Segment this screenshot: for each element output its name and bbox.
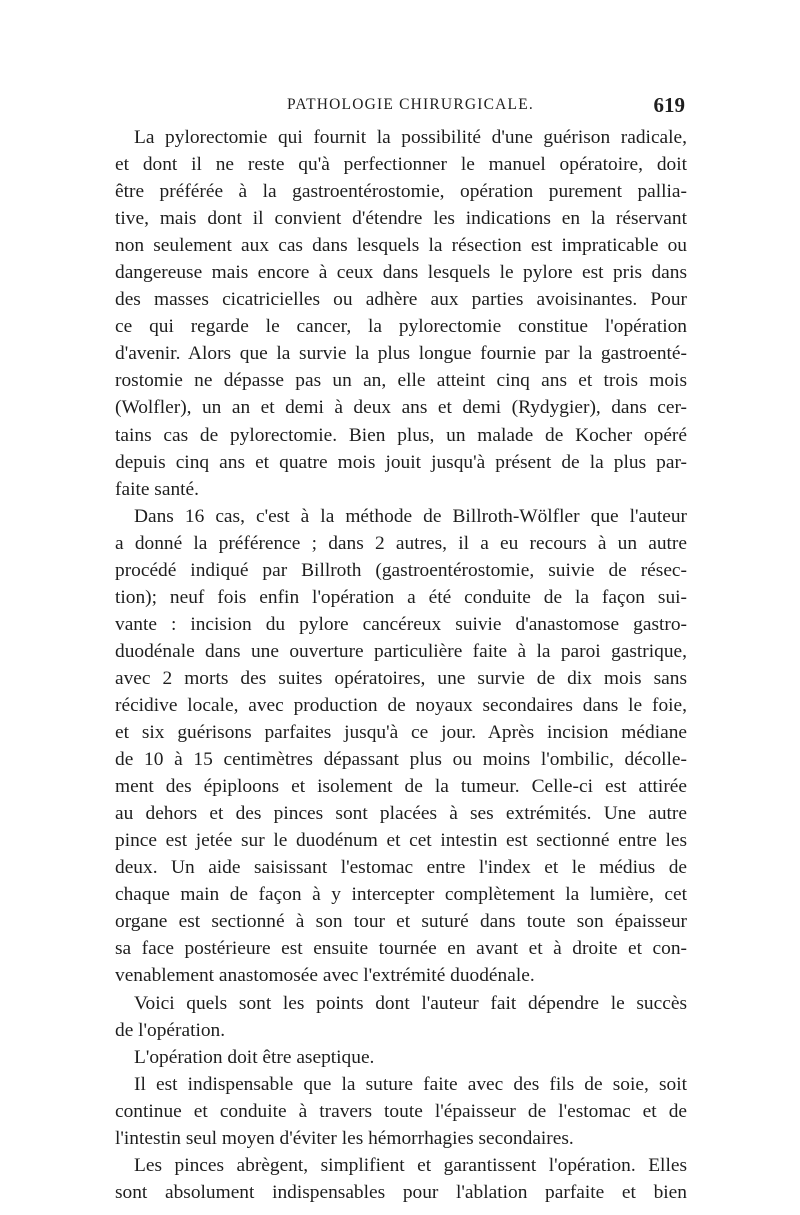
text-line: dangereuse mais encore à ceux dans lesquels le pylore est pris dans	[115, 262, 687, 284]
text-line: Dans 16 cas, c'est à la méthode de Billroth-Wölfler que l'auteur	[134, 505, 687, 527]
text-line: deux. Un aide saisissant l'estomac entre l'index et le médius de	[115, 857, 687, 879]
text-line: récidive locale, avec production de noyaux secondaires dans le foie,	[115, 694, 687, 716]
text-line: de 10 à 15 centimètres dépassant plus ou moins l'ombilic, décolle-	[115, 749, 687, 771]
page-header	[115, 93, 685, 121]
text-line: L'opération doit être aseptique.	[134, 1046, 375, 1068]
text-line: Les pinces abrègent, simplifient et garantissent l'opération. Elles	[134, 1154, 687, 1176]
text-line: sa face postérieure est ensuite tournée en avant et à droite et con-	[115, 938, 687, 960]
body-text	[115, 124, 687, 1206]
text-line: La pylorectomie qui fournit la possibilité d'une guérison radicale,	[134, 127, 687, 148]
text-line: d'avenir. Alors que la survie la plus longue fournie par la gastroenté-	[115, 343, 687, 365]
text-line: (Wolfler), un an et demi à deux ans et demi (Rydygier), dans cer-	[115, 397, 687, 419]
running-title: PATHOLOGIE CHIRURGICALE.	[287, 96, 534, 113]
text-line: tion); neuf fois enfin l'opération a été conduite de la façon sui-	[115, 586, 687, 608]
text-line: procédé indiqué par Billroth (gastroentérostomie, suivie de résec-	[115, 559, 687, 581]
text-line: a donné la préférence ; dans 2 autres, il a eu recours à un autre	[115, 532, 687, 554]
text-line: être préférée à la gastroentérostomie, opération purement pallia-	[115, 181, 687, 203]
text-line: pince est jetée sur le duodénum et cet intestin est sectionné entre les	[115, 830, 687, 852]
text-line: des masses cicatricielles ou adhère aux parties avoisinantes. Pour	[115, 289, 687, 311]
text-line: continue et conduite à travers toute l'épaisseur de l'estomac et de	[115, 1100, 687, 1122]
text-line: avec 2 morts des suites opératoires, une survie de dix mois sans	[115, 667, 687, 689]
text-line: sont absolument indispensables pour l'ablation parfaite et bien	[115, 1181, 687, 1203]
text-line: et dont il ne reste qu'à perfectionner le manuel opératoire, doit	[115, 154, 687, 176]
text-line: organe est sectionné à son tour et suturé dans toute son épaisseur	[115, 911, 687, 933]
text-line: l'intestin seul moyen d'éviter les hémorrhagies secondaires.	[115, 1127, 574, 1149]
text-line: au dehors et des pinces sont placées à ses extrémités. Une autre	[115, 803, 687, 825]
page-number: 619	[653, 93, 685, 117]
text-line: duodénale dans une ouverture particulière faite à la paroi gastrique,	[115, 640, 687, 662]
text-line: ce qui regarde le cancer, la pylorectomie constitue l'opération	[115, 316, 687, 338]
text-line: ment des épiploons et isolement de la tumeur. Celle-ci est attirée	[115, 776, 687, 798]
text-line: vante : incision du pylore cancéreux suivie d'anastomose gastro-	[115, 613, 687, 635]
text-line: rostomie ne dépasse pas un an, elle atteint cinq ans et trois mois	[115, 370, 687, 392]
text-line: chaque main de façon à y intercepter complètement la lumière, cet	[115, 884, 687, 906]
text-line: depuis cinq ans et quatre mois jouit jusqu'à présent de la plus par-	[115, 451, 687, 473]
text-line: de l'opération.	[115, 1019, 226, 1041]
text-line: venablement anastomosée avec l'extrémité duodénale.	[115, 965, 535, 987]
text-line: Voici quels sont les points dont l'auteur fait dépendre le succès	[134, 992, 687, 1014]
text-line: tains cas de pylorectomie. Bien plus, un malade de Kocher opéré	[115, 424, 687, 446]
text-line: Il est indispensable que la suture faite avec des fils de soie, soit	[134, 1073, 687, 1095]
text-line: et six guérisons parfaites jusqu'à ce jour. Après incision médiane	[115, 722, 687, 744]
text-line: non seulement aux cas dans lesquels la résection est impraticable ou	[115, 235, 687, 257]
text-line: faite santé.	[115, 478, 199, 500]
text-line: tive, mais dont il convient d'étendre les indications en la réservant	[115, 208, 687, 230]
